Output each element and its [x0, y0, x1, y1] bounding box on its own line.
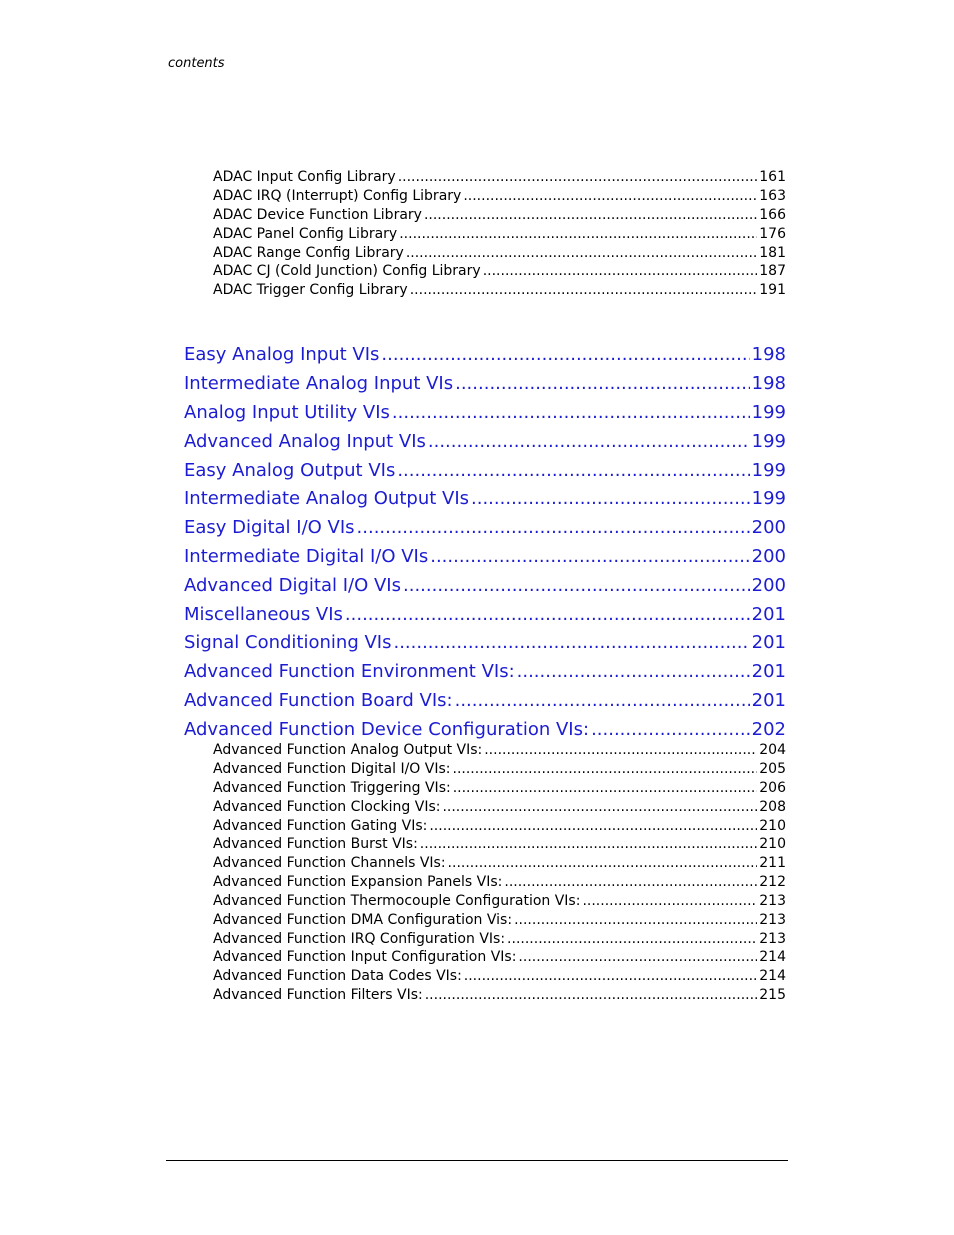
dot-leader [442, 798, 757, 817]
toc-entry-title: Advanced Function Device Configuration VIs: [184, 719, 590, 740]
toc-sub-entry[interactable] [213, 798, 786, 817]
toc-page-number: 161 [759, 169, 786, 185]
toc-sub-entry[interactable] [213, 206, 786, 225]
toc-page-number: 201 [751, 604, 786, 625]
toc-page-number: 213 [759, 931, 786, 947]
toc-entry-title: Advanced Function Filters VIs: [213, 987, 423, 1003]
toc-sub-entry[interactable] [213, 854, 786, 873]
toc-entry-title: Advanced Function Channels VIs: [213, 855, 446, 871]
toc-entry-title: Intermediate Digital I/O VIs [184, 546, 429, 567]
toc-page-number: 176 [759, 226, 786, 242]
toc-page-number: 204 [759, 742, 786, 758]
toc-page-number: 199 [751, 431, 786, 452]
toc-page-number: 166 [759, 207, 786, 223]
toc-page-number: 212 [759, 874, 786, 890]
toc-page-number: 163 [759, 188, 786, 204]
footer-rule [166, 1160, 788, 1161]
toc-sub-entry[interactable] [213, 168, 786, 187]
toc-page-number: 199 [751, 460, 786, 481]
dot-leader [399, 225, 757, 244]
toc-entry-title: Advanced Function Expansion Panels VIs: [213, 874, 503, 890]
toc-sub-entry[interactable] [213, 225, 786, 244]
toc-entry-title: Easy Digital I/O VIs [184, 517, 355, 538]
toc-page-number: 181 [759, 245, 786, 261]
toc-entry-title: ADAC Trigger Config Library [213, 282, 408, 298]
running-header: contents [168, 56, 225, 71]
toc-main-entry[interactable] [184, 572, 786, 600]
toc-sub-entry[interactable] [213, 892, 786, 911]
dot-leader [397, 457, 749, 485]
dot-leader [507, 930, 757, 949]
dot-leader [484, 741, 757, 760]
toc-entry-title: ADAC IRQ (Interrupt) Config Library [213, 188, 462, 204]
toc-entry-title: Advanced Function Digital I/O VIs: [213, 761, 451, 777]
dot-leader [504, 873, 757, 892]
toc-entry-title: Advanced Function Data Codes VIs: [213, 968, 462, 984]
toc-sub-entry[interactable] [213, 948, 786, 967]
toc-entry-title: ADAC Input Config Library [213, 169, 396, 185]
dot-leader [517, 658, 750, 686]
toc-sub-entry[interactable] [213, 244, 786, 263]
toc-page-number: 210 [759, 836, 786, 852]
toc-page-number: 191 [759, 282, 786, 298]
dot-leader [463, 187, 757, 206]
dot-leader [582, 892, 757, 911]
dot-leader [357, 514, 750, 542]
toc-page-number: 201 [751, 632, 786, 653]
toc-entry-title: Advanced Function Board VIs: [184, 690, 453, 711]
toc-entry-title: ADAC Range Config Library [213, 245, 404, 261]
dot-leader [345, 601, 750, 629]
toc-sub-entry[interactable] [213, 911, 786, 930]
toc-page-number: 205 [759, 761, 786, 777]
dot-leader [455, 687, 750, 715]
toc-main-entry[interactable] [184, 601, 786, 629]
toc-sub-entry[interactable] [213, 779, 786, 798]
toc-page-number: 214 [759, 968, 786, 984]
toc-sub-entry[interactable] [213, 760, 786, 779]
toc-main-entry[interactable] [184, 485, 786, 513]
dot-leader [448, 854, 758, 873]
toc-entry-title: Advanced Function Triggering VIs: [213, 780, 451, 796]
toc-entry-title: Advanced Function IRQ Configuration VIs: [213, 931, 506, 947]
toc-page-number: 201 [751, 690, 786, 711]
toc-entry-title: Advanced Function Analog Output VIs: [213, 742, 483, 758]
toc-page-number: 187 [759, 263, 786, 279]
toc-main-entry[interactable] [184, 457, 786, 485]
toc-sub-entry[interactable] [213, 873, 786, 892]
dot-leader [393, 629, 749, 657]
toc-page-number: 200 [751, 575, 786, 596]
dot-leader [406, 244, 757, 263]
toc-sub-entry[interactable] [213, 262, 786, 281]
dot-leader [420, 835, 757, 854]
toc-page-number: 206 [759, 780, 786, 796]
toc-entry-title: ADAC Panel Config Library [213, 226, 398, 242]
toc-main-entry[interactable] [184, 514, 786, 542]
toc-page-number: 199 [751, 488, 786, 509]
toc-page-number: 199 [751, 402, 786, 423]
toc-main-entry[interactable] [184, 399, 786, 427]
dot-leader [453, 779, 758, 798]
toc-entry-title: Advanced Function Thermocouple Configuration VIs: [213, 893, 581, 909]
dot-leader [424, 206, 757, 225]
toc-entry-title: ADAC Device Function Library [213, 207, 422, 223]
toc-page-number: 211 [759, 855, 786, 871]
toc-main-entry[interactable] [184, 543, 786, 571]
dot-leader [425, 986, 758, 1005]
dot-leader [429, 817, 757, 836]
toc-entry-title: Advanced Function Environment VIs: [184, 661, 515, 682]
toc-page-number: 198 [751, 344, 786, 365]
toc-entry-title: Signal Conditioning VIs [184, 632, 392, 653]
dot-leader [471, 485, 750, 513]
toc-entry-title: Advanced Digital I/O VIs [184, 575, 401, 596]
toc-entry-title: Advanced Function Burst VIs: [213, 836, 418, 852]
toc-sub-entry[interactable] [213, 835, 786, 854]
dot-leader [392, 399, 750, 427]
toc-page-number: 201 [751, 661, 786, 682]
toc-sub-entry[interactable] [213, 930, 786, 949]
toc-entry-title: Advanced Function Gating VIs: [213, 818, 428, 834]
dot-leader [483, 262, 758, 281]
toc-page-number: 215 [759, 987, 786, 1003]
toc-sub-entry[interactable] [213, 281, 786, 300]
toc-main-entry[interactable] [184, 428, 786, 456]
toc-page-number: 213 [759, 912, 786, 928]
dot-leader [455, 370, 750, 398]
toc-main-entry[interactable] [184, 341, 786, 369]
dot-leader [428, 428, 750, 456]
toc-page-number: 202 [751, 719, 786, 740]
toc-main-entry[interactable] [184, 687, 786, 715]
toc-page-number: 208 [759, 799, 786, 815]
toc-page-number: 200 [751, 546, 786, 567]
toc-entry-title: Advanced Analog Input VIs [184, 431, 426, 452]
toc-entry-title: Easy Analog Output VIs [184, 460, 396, 481]
toc-main-entry[interactable] [184, 370, 786, 398]
toc-entry-title: Intermediate Analog Input VIs [184, 373, 454, 394]
toc-sub-entry[interactable] [213, 187, 786, 206]
toc-entry-title: Miscellaneous VIs [184, 604, 343, 625]
dot-leader [464, 967, 757, 986]
toc-sub-entry[interactable] [213, 741, 786, 760]
dot-leader [410, 281, 758, 300]
dot-leader [453, 760, 758, 779]
toc-entry-title: Advanced Function Clocking VIs: [213, 799, 441, 815]
toc-page-number: 200 [751, 517, 786, 538]
dot-leader [518, 948, 757, 967]
toc-sub-entry[interactable] [213, 817, 786, 836]
toc-page-number: 210 [759, 818, 786, 834]
toc-page-number: 213 [759, 893, 786, 909]
toc-main-entry[interactable] [184, 658, 786, 686]
dot-leader [591, 716, 750, 744]
toc-page-number: 198 [751, 373, 786, 394]
toc-entry-title: Advanced Function DMA Configuration Vis: [213, 912, 513, 928]
dot-leader [430, 543, 749, 571]
toc-entry-title: Intermediate Analog Output VIs [184, 488, 470, 509]
dot-leader [403, 572, 750, 600]
dot-leader [398, 168, 758, 187]
toc-entry-title: Easy Analog Input VIs [184, 344, 380, 365]
toc-entry-title: ADAC CJ (Cold Junction) Config Library [213, 263, 481, 279]
toc-page-number: 214 [759, 949, 786, 965]
toc-entry-title: Analog Input Utility VIs [184, 402, 390, 423]
toc-main-entry[interactable] [184, 629, 786, 657]
toc-entry-title: Advanced Function Input Configuration VIs: [213, 949, 517, 965]
dot-leader [381, 341, 749, 369]
toc-sub-entry[interactable] [213, 986, 786, 1005]
dot-leader [514, 911, 757, 930]
toc-main-entry[interactable] [184, 716, 786, 744]
toc-sub-entry[interactable] [213, 967, 786, 986]
